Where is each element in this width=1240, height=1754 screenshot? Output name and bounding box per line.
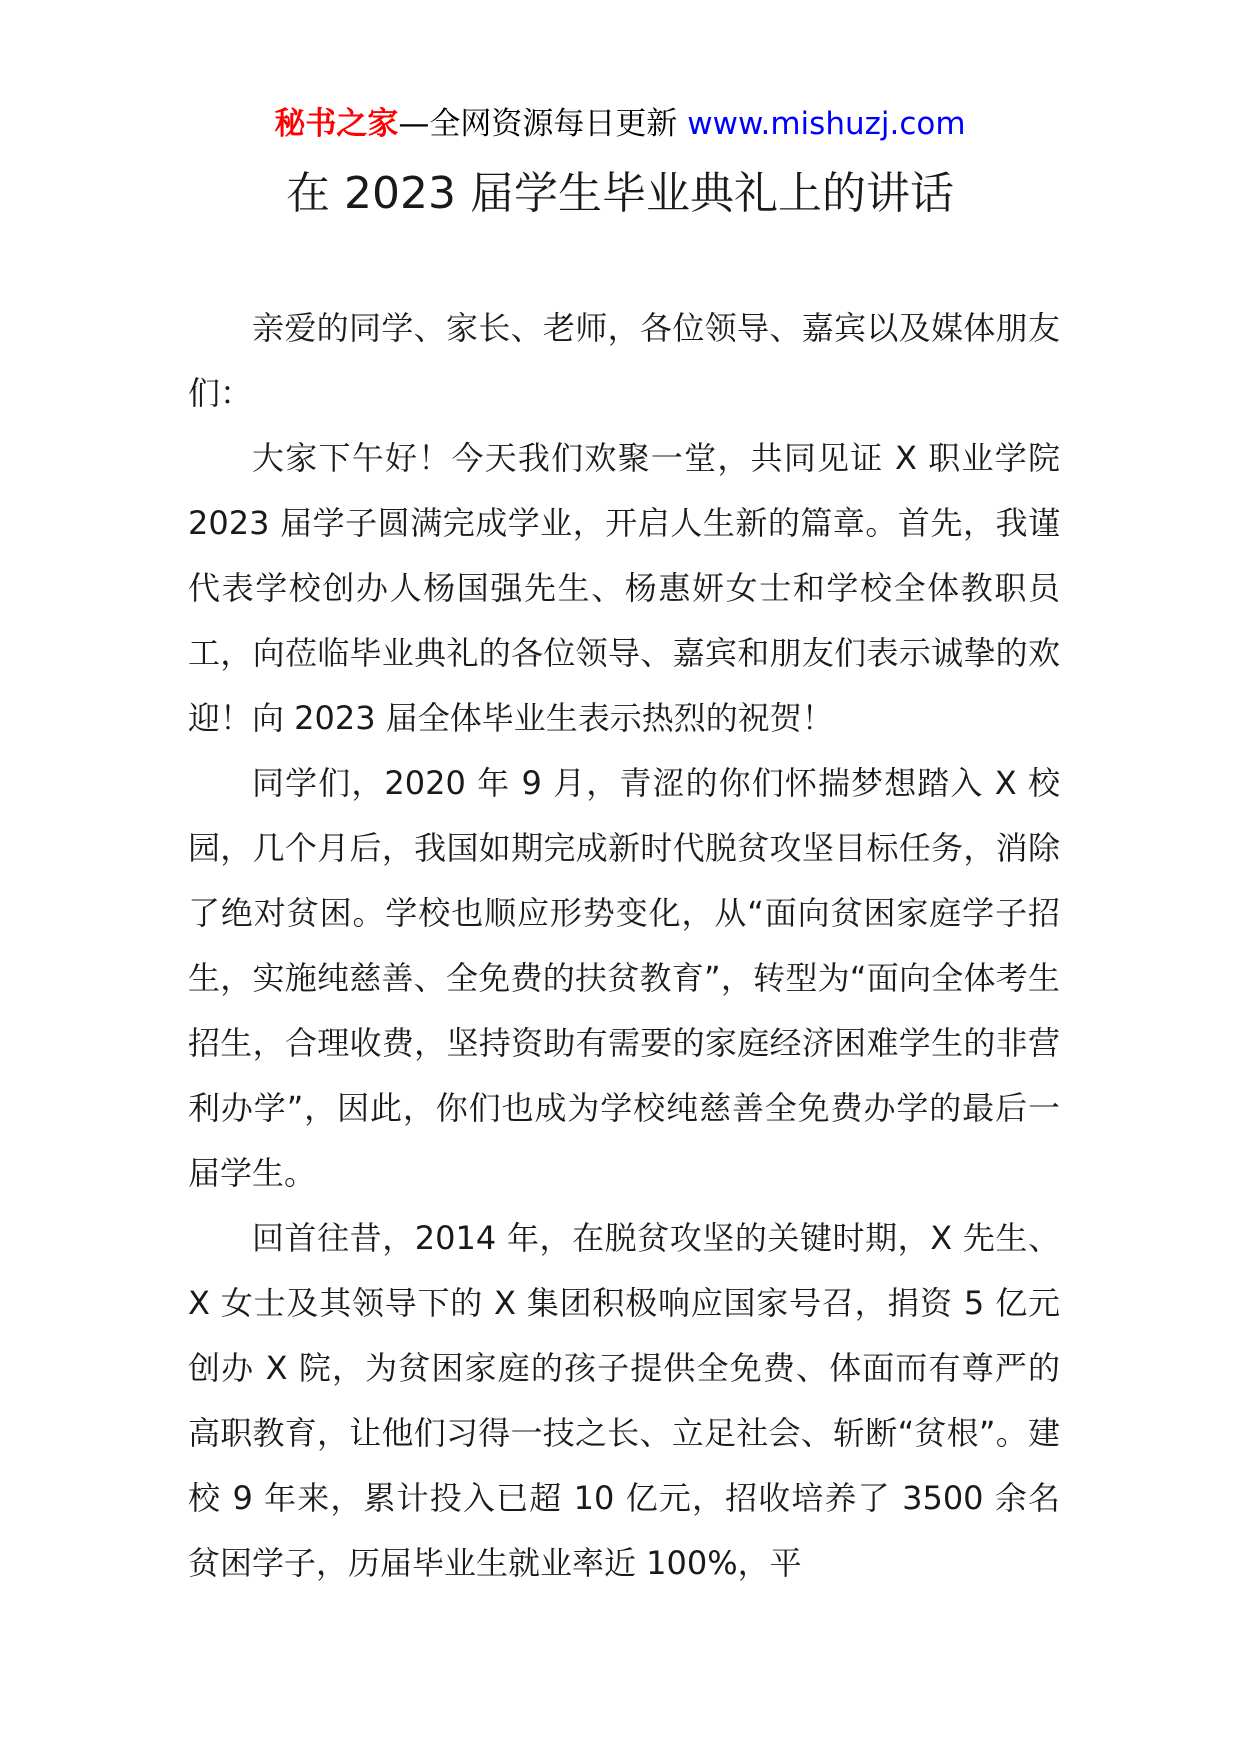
paragraph-retrospect: 回首往昔，2014 年，在脱贫攻坚的关键时期，X 先生、X 女士及其领导下的 X 集团积极响应国家号召，捐资 5 亿元创办 X 院，为贫困家庭的孩子提供全免费、体面而有尊严的高职教育，让他们习得一技之长、立足社会、斩断“贫根”。建校 9 年来，累计投入已超 10 亿元，招收培养了 3500 余名贫困学子，历届毕业生就业率近 100%，平 [188, 1219, 1060, 1582]
paragraph-welcome: 大家下午好！今天我们欢聚一堂，共同见证 X 职业学院 2023 届学子圆满完成学业，开启人生新的篇章。首先，我谨代表学校创办人杨国强先生、杨惠妍女士和学校全体教职员工，向莅临毕业典礼的各位领导、嘉宾和朋友们表示诚挚的欢迎！向 2023 届全体毕业生表示热烈的祝贺！ [188, 439, 1060, 737]
site-url-link[interactable]: www.mishuzj.com [687, 106, 966, 142]
document-body [188, 296, 1060, 1596]
header-slogan: —全网资源每日更新 [398, 106, 688, 142]
brand-name: 秘书之家 [274, 106, 399, 142]
document-title: 在 2023 届学生毕业典礼上的讲话 [286, 168, 954, 219]
site-header [0, 104, 1240, 144]
paragraph-history: 同学们，2020 年 9 月，青涩的你们怀揣梦想踏入 X 校园，几个月后，我国如期完成新时代脱贫攻坚目标任务，消除了绝对贫困。学校也顺应形势变化，从“面向贫困家庭学子招生，实施纯慈善、全免费的扶贫教育”，转型为“面向全体考生招生，合理收费，坚持资助有需要的家庭经济困难学生的非营利办学”，因此，你们也成为学校纯慈善全免费办学的最后一届学生。 [188, 764, 1060, 1192]
paragraph-greeting: 亲爱的同学、家长、老师，各位领导、嘉宾以及媒体朋友们： [188, 309, 1060, 412]
